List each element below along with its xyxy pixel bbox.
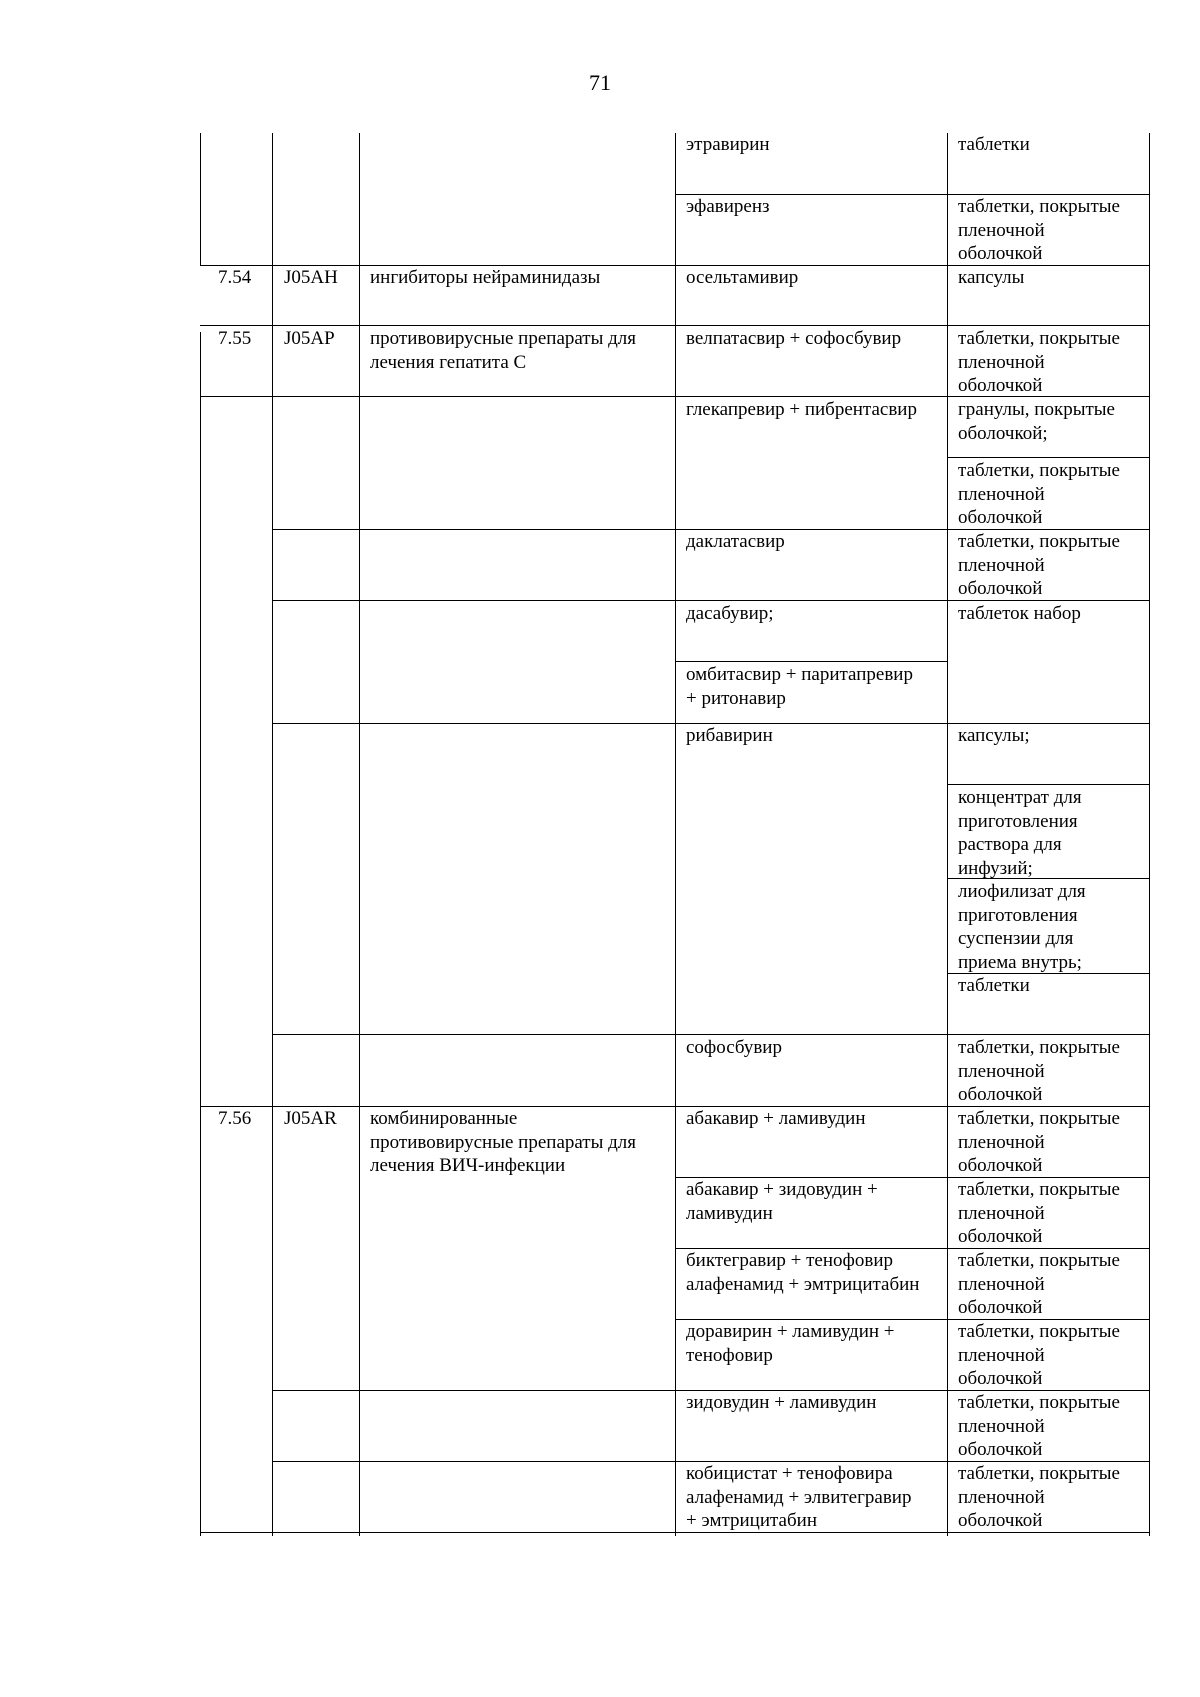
form-cell: таблетки, покрытые пленочной оболочкой	[958, 196, 1120, 264]
row-number: 7.55	[218, 328, 252, 349]
form-cell: таблетки, покрытые пленочной оболочкой	[958, 328, 1120, 396]
inn-cell: глекапревир + пибрентасвир	[686, 399, 917, 420]
form-cell: таблетки, покрытые пленочной оболочкой	[958, 1179, 1120, 1247]
form-cell: концентрат для приготовления раствора для инфузий;	[958, 787, 1082, 879]
col-divider	[272, 133, 273, 1536]
col-divider	[947, 133, 948, 1536]
row-number: 7.56	[218, 1108, 252, 1129]
page-number: 71	[589, 70, 611, 95]
inn-cell: эфавиренз	[686, 196, 770, 217]
form-cell: гранулы, покрытые оболочкой;	[958, 399, 1115, 444]
group-cell: ингибиторы нейраминидазы	[370, 267, 601, 288]
inn-cell: зидовудин + ламивудин	[686, 1392, 877, 1413]
inn-cell: софосбувир	[686, 1037, 782, 1058]
col-divider	[675, 133, 676, 1536]
table-border-left-top	[200, 133, 201, 266]
inn-cell: кобицистат + тенофовира алафенамид + элвитегравир + эмтрицитабин	[686, 1463, 912, 1531]
row-divider	[947, 784, 1150, 785]
form-cell: таблетки, покрытые пленочной оболочкой	[958, 1037, 1120, 1105]
form-cell: капсулы	[958, 267, 1025, 288]
inn-cell: абакавир + ламивудин	[686, 1108, 866, 1129]
inn-cell: омбитасвир + паритапревир + ритонавир	[686, 664, 913, 709]
form-cell: таблетки, покрытые пленочной оболочкой	[958, 1108, 1120, 1176]
form-cell: таблетки, покрытые пленочной оболочкой	[958, 1392, 1120, 1460]
atc-code: J05AR	[284, 1108, 337, 1129]
form-cell: таблетки, покрытые пленочной оболочкой	[958, 531, 1120, 599]
inn-cell: велпатасвир + софосбувир	[686, 328, 902, 349]
group-cell: комбинированные противовирусные препараты для лечения ВИЧ-инфекции	[370, 1108, 637, 1176]
inn-cell: абакавир + зидовудин + ламивудин	[686, 1179, 878, 1224]
row-divider	[272, 1034, 1150, 1035]
atc-code: J05AP	[284, 328, 335, 349]
table-border-right	[1149, 133, 1150, 1536]
form-cell: таблетки, покрытые пленочной оболочкой	[958, 460, 1120, 528]
form-cell: таблеток набор	[958, 603, 1081, 624]
form-cell: таблетки	[958, 975, 1030, 996]
inn-cell: доравирин + ламивудин + тенофовир	[686, 1321, 895, 1366]
group-cell: противовирусные препараты для лечения гепатита C	[370, 328, 637, 373]
form-cell: таблетки, покрытые пленочной оболочкой	[958, 1463, 1120, 1531]
row-number: 7.54	[218, 267, 252, 288]
form-cell: таблетки	[958, 134, 1030, 155]
inn-cell: даклатасвир	[686, 531, 785, 552]
atc-code: J05AH	[284, 267, 338, 288]
form-cell: таблетки, покрытые пленочной оболочкой	[958, 1250, 1120, 1318]
inn-cell: рибавирин	[686, 725, 773, 746]
form-cell: таблетки, покрытые пленочной оболочкой	[958, 1321, 1120, 1389]
inn-cell: этравирин	[686, 134, 770, 155]
inn-cell: осельтамивир	[686, 267, 799, 288]
row-divider	[200, 325, 1150, 326]
row-divider	[947, 457, 1150, 458]
col-divider	[359, 133, 360, 1536]
form-cell: лиофилизат для приготовления суспензии для приема внутрь;	[958, 881, 1086, 973]
inn-cell: биктегравир + тенофовир алафенамид + эмтрицитабин	[686, 1250, 920, 1295]
table-border-left	[200, 332, 201, 1536]
form-cell: капсулы;	[958, 725, 1030, 746]
inn-cell: дасабувир;	[686, 603, 774, 624]
row-divider	[675, 661, 947, 662]
